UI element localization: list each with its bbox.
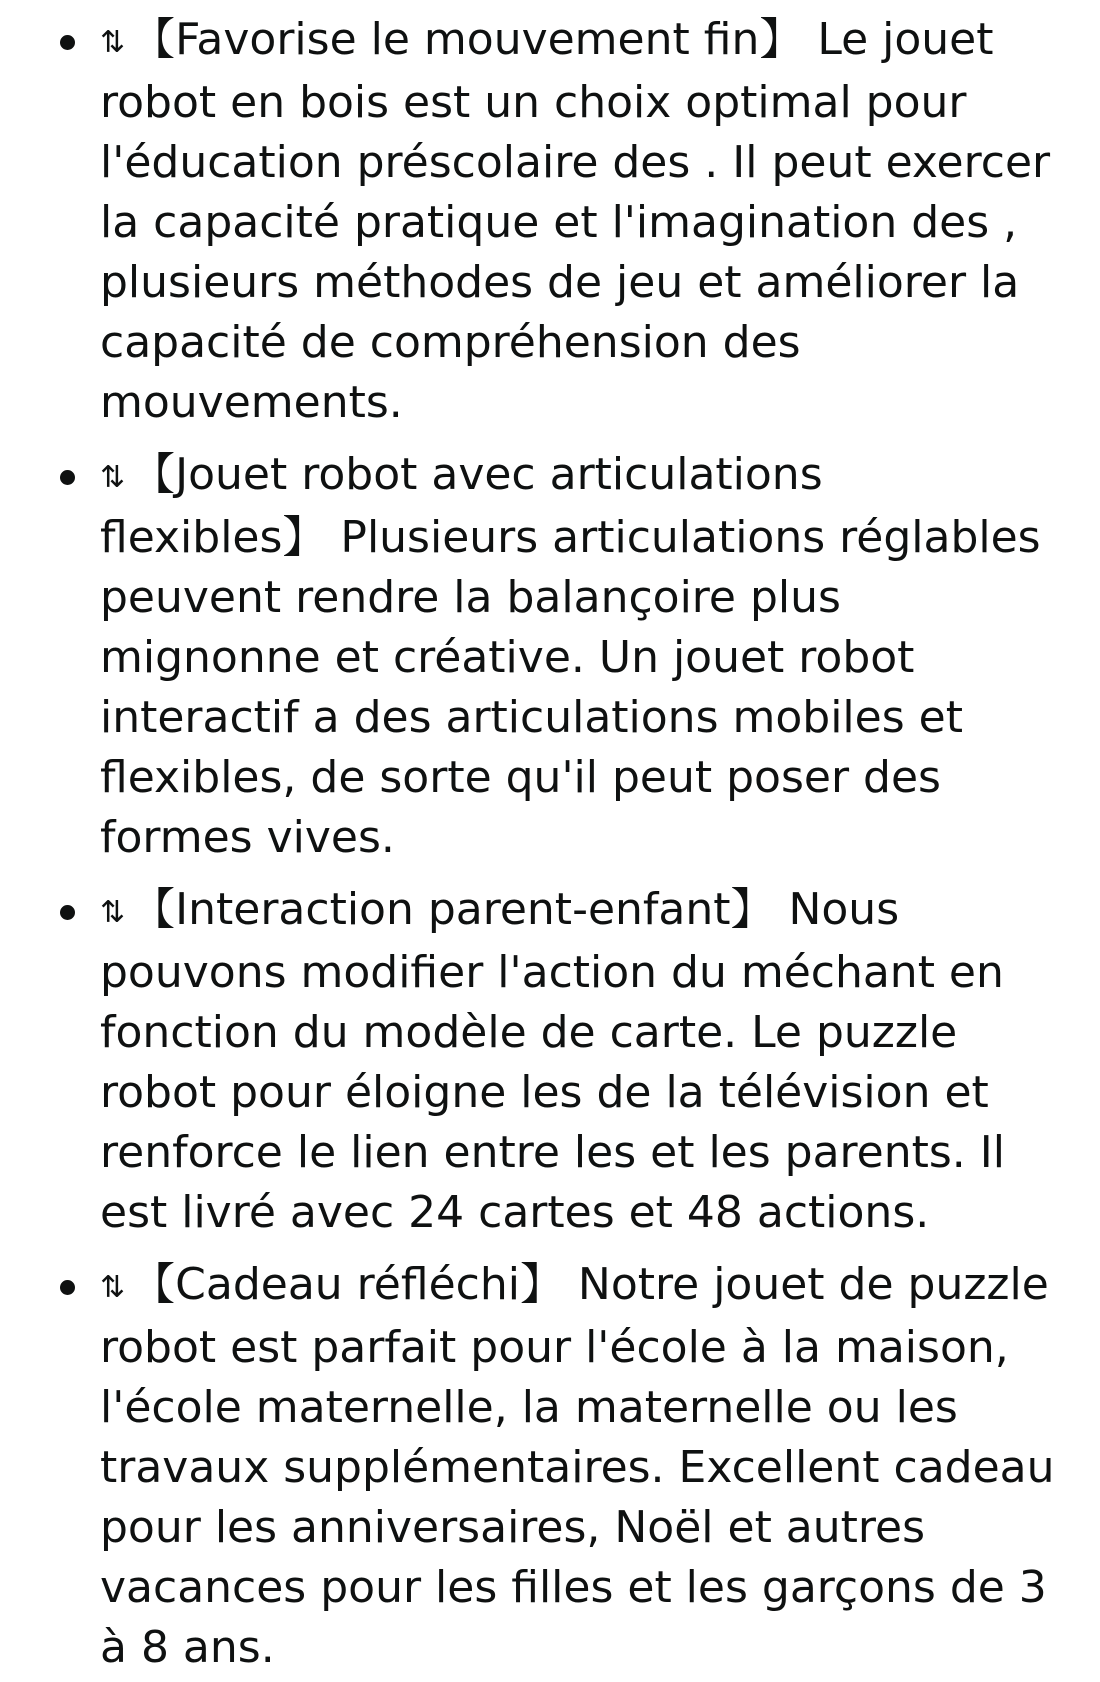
bullet-dot — [60, 35, 75, 50]
sort-arrows-icon: ⇅ — [100, 25, 126, 60]
bullet-dot — [60, 470, 75, 485]
list-item-text — [100, 449, 1041, 863]
feature-description: 【Favorise le mouvement fin】 Le jouet robot en bois est un choix optimal pour l'éducation préscolaire des . Il peut exercer la capacité pratique et l'imagination des , plusieurs méthodes de jeu et améliorer la capacité de compréhension des mouvements. — [100, 14, 1051, 428]
list-item-text — [100, 884, 1005, 1238]
feature-description: 【Interaction parent-enfant】 Nous pouvons modifier l'action du méchant en fonction du modèle de carte. Le puzzle robot pour éloigne les de la télévision et renforce le lien entre les et les parents. Il est livré avec 24 cartes et 48 actions. — [100, 884, 1005, 1238]
feature-description: 【Cadeau réfléchi】 Notre jouet de puzzle robot est parfait pour l'école à la maison, l'école maternelle, la maternelle ou les travaux supplémentaires. Excellent cadeau pour les anniversaires, Noël et autres vacances pour les filles et les garçons de 3 à 8 ans. — [100, 1259, 1055, 1673]
list-item — [0, 10, 1100, 433]
list-item — [0, 445, 1100, 868]
feature-description: 【Jouet robot avec articulations flexibles】 Plusieurs articulations réglables peuvent rendre la balançoire plus mignonne et créative. Un jouet robot interactif a des articulations mobiles et flexibles, de sorte qu'il peut poser des formes vives. — [100, 449, 1041, 863]
bullet-dot — [60, 1280, 75, 1295]
list-item — [0, 1255, 1100, 1678]
sort-arrows-icon: ⇅ — [100, 460, 126, 495]
sort-arrows-icon: ⇅ — [100, 1270, 126, 1305]
list-item — [0, 880, 1100, 1243]
bullet-dot — [60, 905, 75, 920]
list-item-text — [100, 1259, 1055, 1673]
sort-arrows-icon: ⇅ — [100, 895, 126, 930]
list-item-text — [100, 14, 1050, 428]
